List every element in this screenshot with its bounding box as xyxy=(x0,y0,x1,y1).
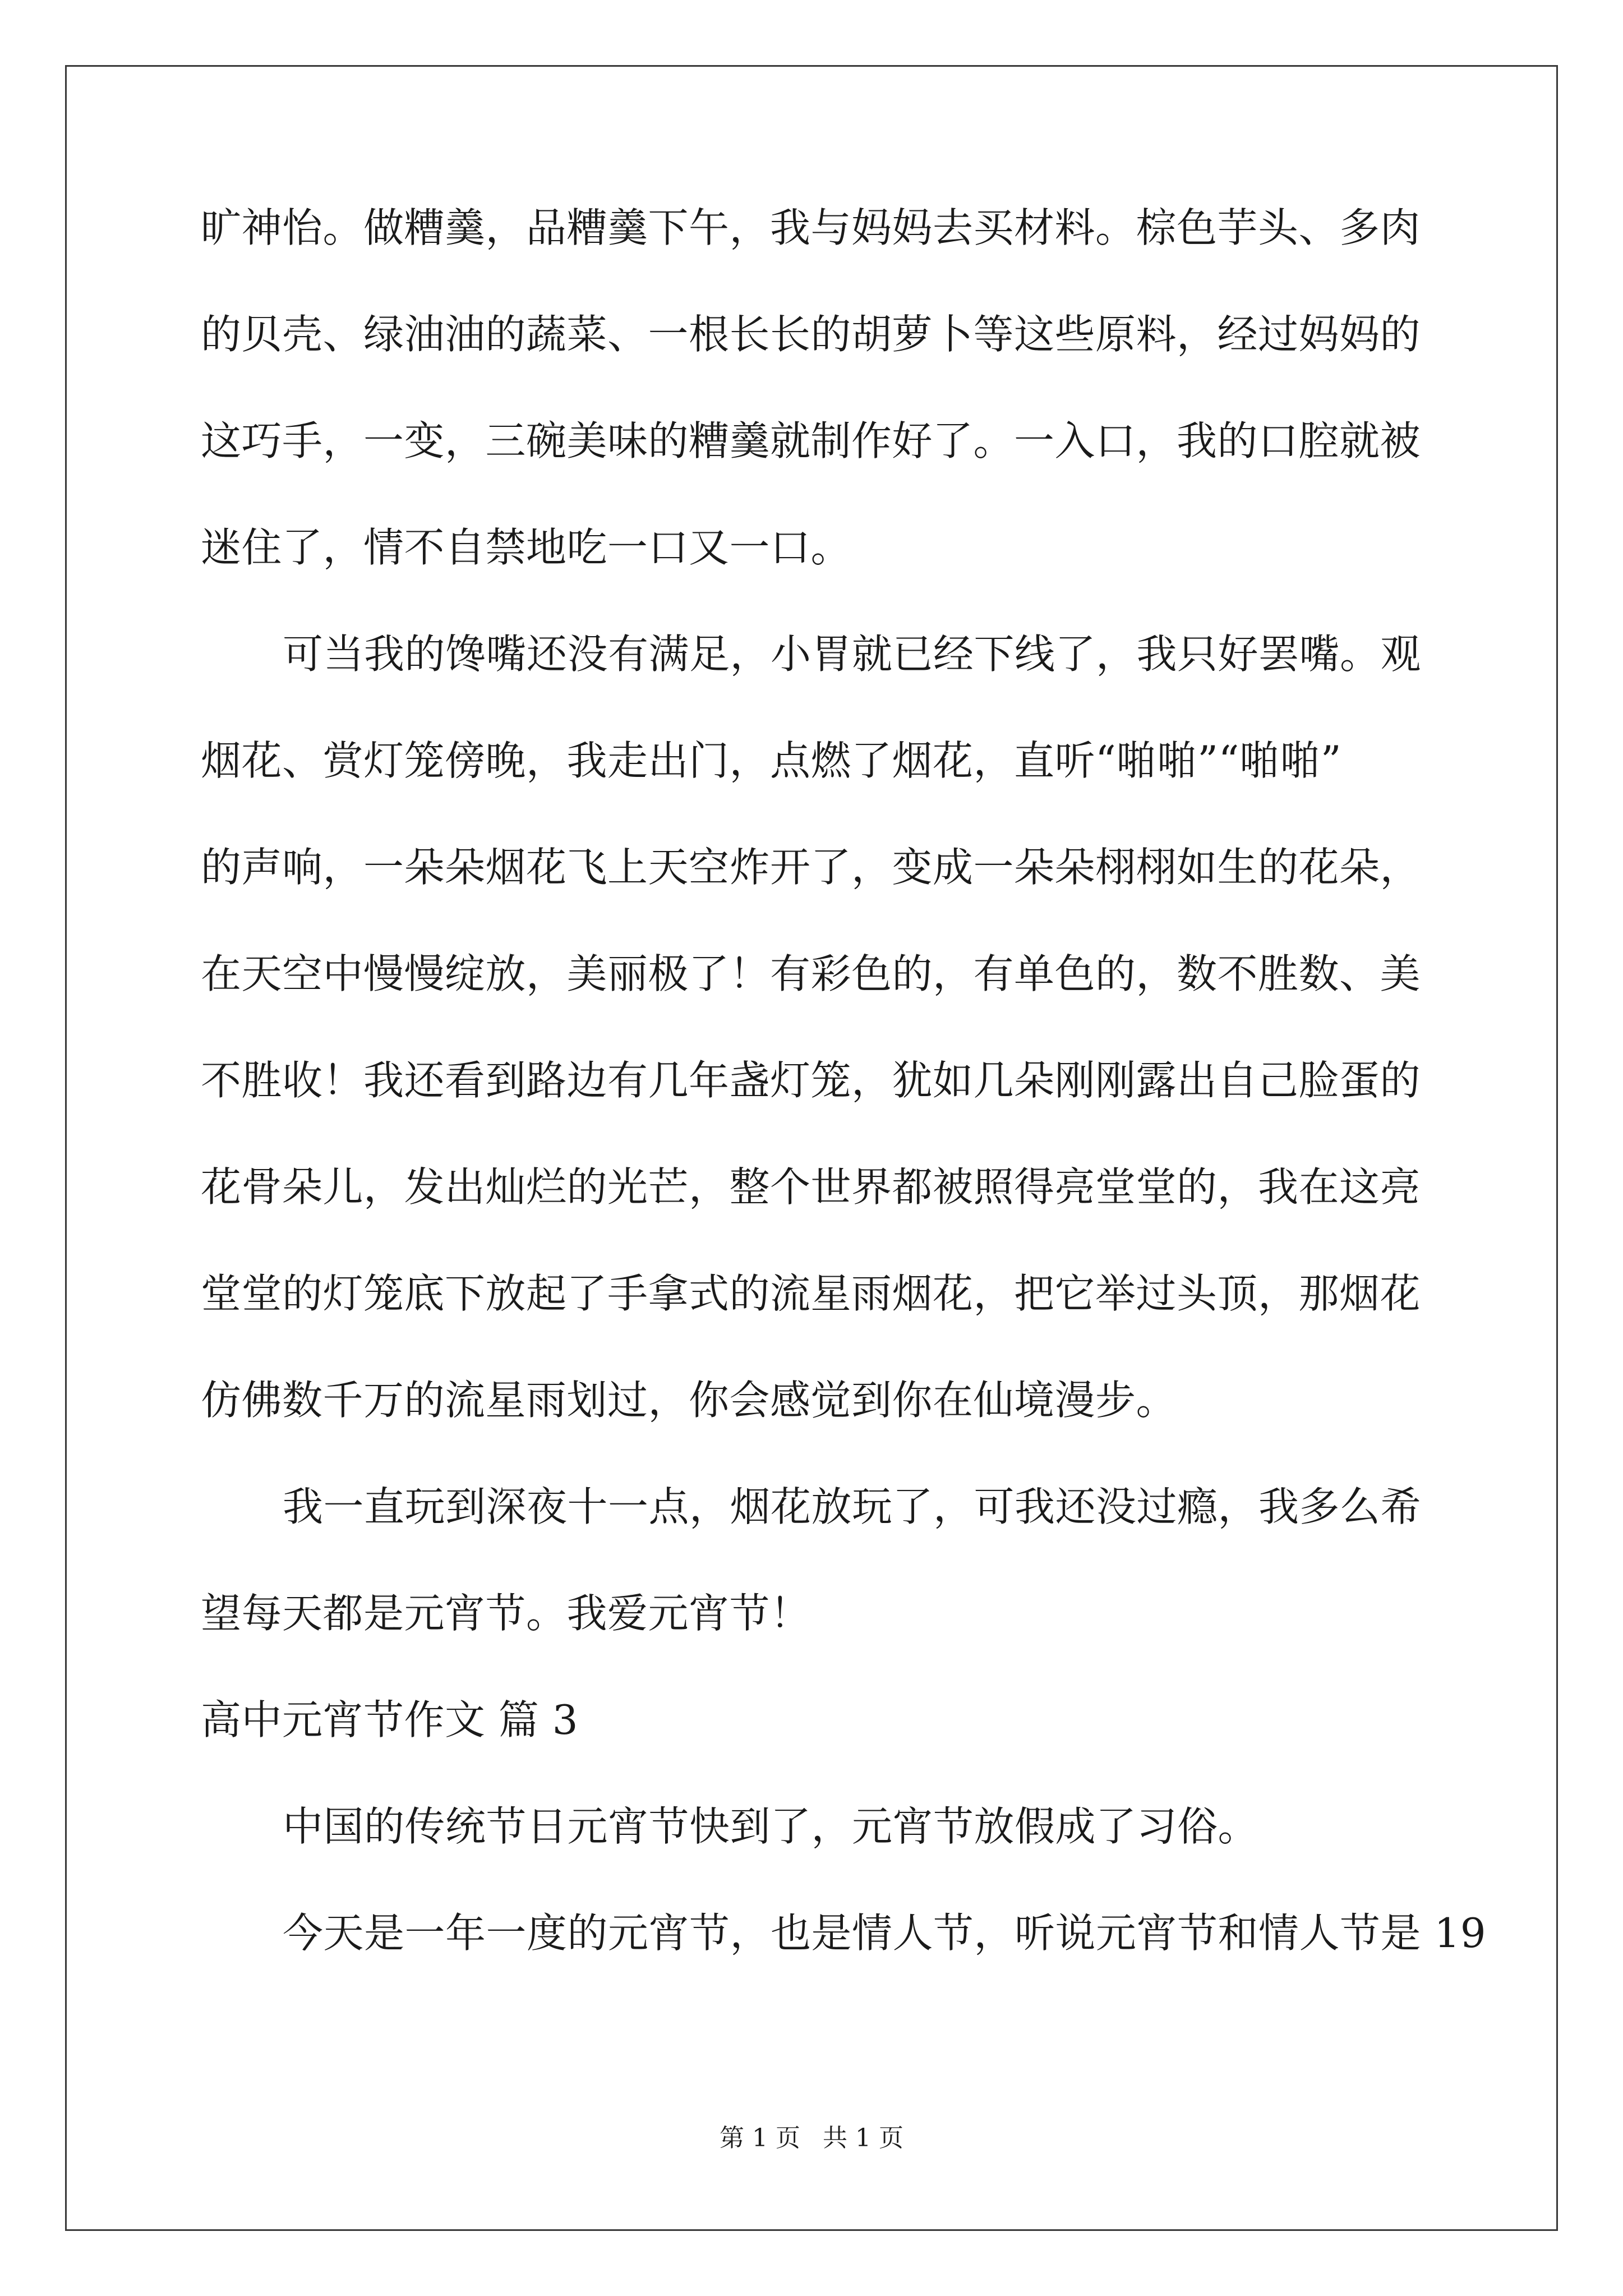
page-footer xyxy=(0,2126,1623,2151)
paragraph-start-line: 可当我的馋嘴还没有满足，小胃就已经下线了，我只好罢嘴。观 xyxy=(283,631,1422,678)
text-line: 望每天都是元宵节。我爱元宵节！ xyxy=(201,1590,811,1637)
text-line: 不胜收！我还看到路边有几年盏灯笼，犹如几朵刚刚露出自己脸蛋的 xyxy=(201,1057,1421,1104)
text-line: 迷住了，情不自禁地吃一口又一口。 xyxy=(201,524,852,571)
text-line: 的贝壳、绿油油的蔬菜、一根长长的胡萝卜等这些原料，经过妈妈的 xyxy=(201,311,1421,358)
document-body xyxy=(201,204,1487,2019)
text-line: 烟花、赏灯笼傍晚，我走出门，点燃了烟花，直听“啪啪”“啪啪” xyxy=(201,737,1342,784)
text-line: 仿佛数千万的流星雨划过，你会感觉到你在仙境漫步。 xyxy=(201,1377,1177,1424)
text-line: 在天空中慢慢绽放，美丽极了！有彩色的，有单色的，数不胜数、美 xyxy=(201,950,1421,997)
text-line: 的声响，一朵朵烟花飞上天空炸开了，变成一朵朵栩栩如生的花朵， xyxy=(201,844,1421,891)
paragraph-start-line: 今天是一年一度的元宵节，也是情人节，听说元宵节和情人节是 19 xyxy=(283,1910,1487,1957)
text-line: 花骨朵儿，发出灿烂的光芒，整个世界都被照得亮堂堂的，我在这亮 xyxy=(201,1163,1421,1211)
text-line: 这巧手，一变，三碗美味的糟羹就制作好了。一入口，我的口腔就被 xyxy=(201,417,1421,464)
section-heading: 高中元宵节作文 篇 3 xyxy=(201,1696,579,1743)
page-number: 第 1 页 xyxy=(720,2124,800,2152)
page-total: 共 1 页 xyxy=(823,2124,903,2152)
paragraph-start-line: 我一直玩到深夜十一点，烟花放玩了，可我还没过瘾，我多么希 xyxy=(283,1483,1422,1530)
text-line: 堂堂的灯笼底下放起了手拿式的流星雨烟花，把它举过头顶，那烟花 xyxy=(201,1270,1421,1317)
text-line: 旷神怡。做糟羹，品糟羹下午，我与妈妈去买材料。棕色芋头、多肉 xyxy=(201,204,1421,251)
paragraph-start-line: 中国的传统节日元宵节快到了，元宵节放假成了习俗。 xyxy=(283,1803,1259,1850)
